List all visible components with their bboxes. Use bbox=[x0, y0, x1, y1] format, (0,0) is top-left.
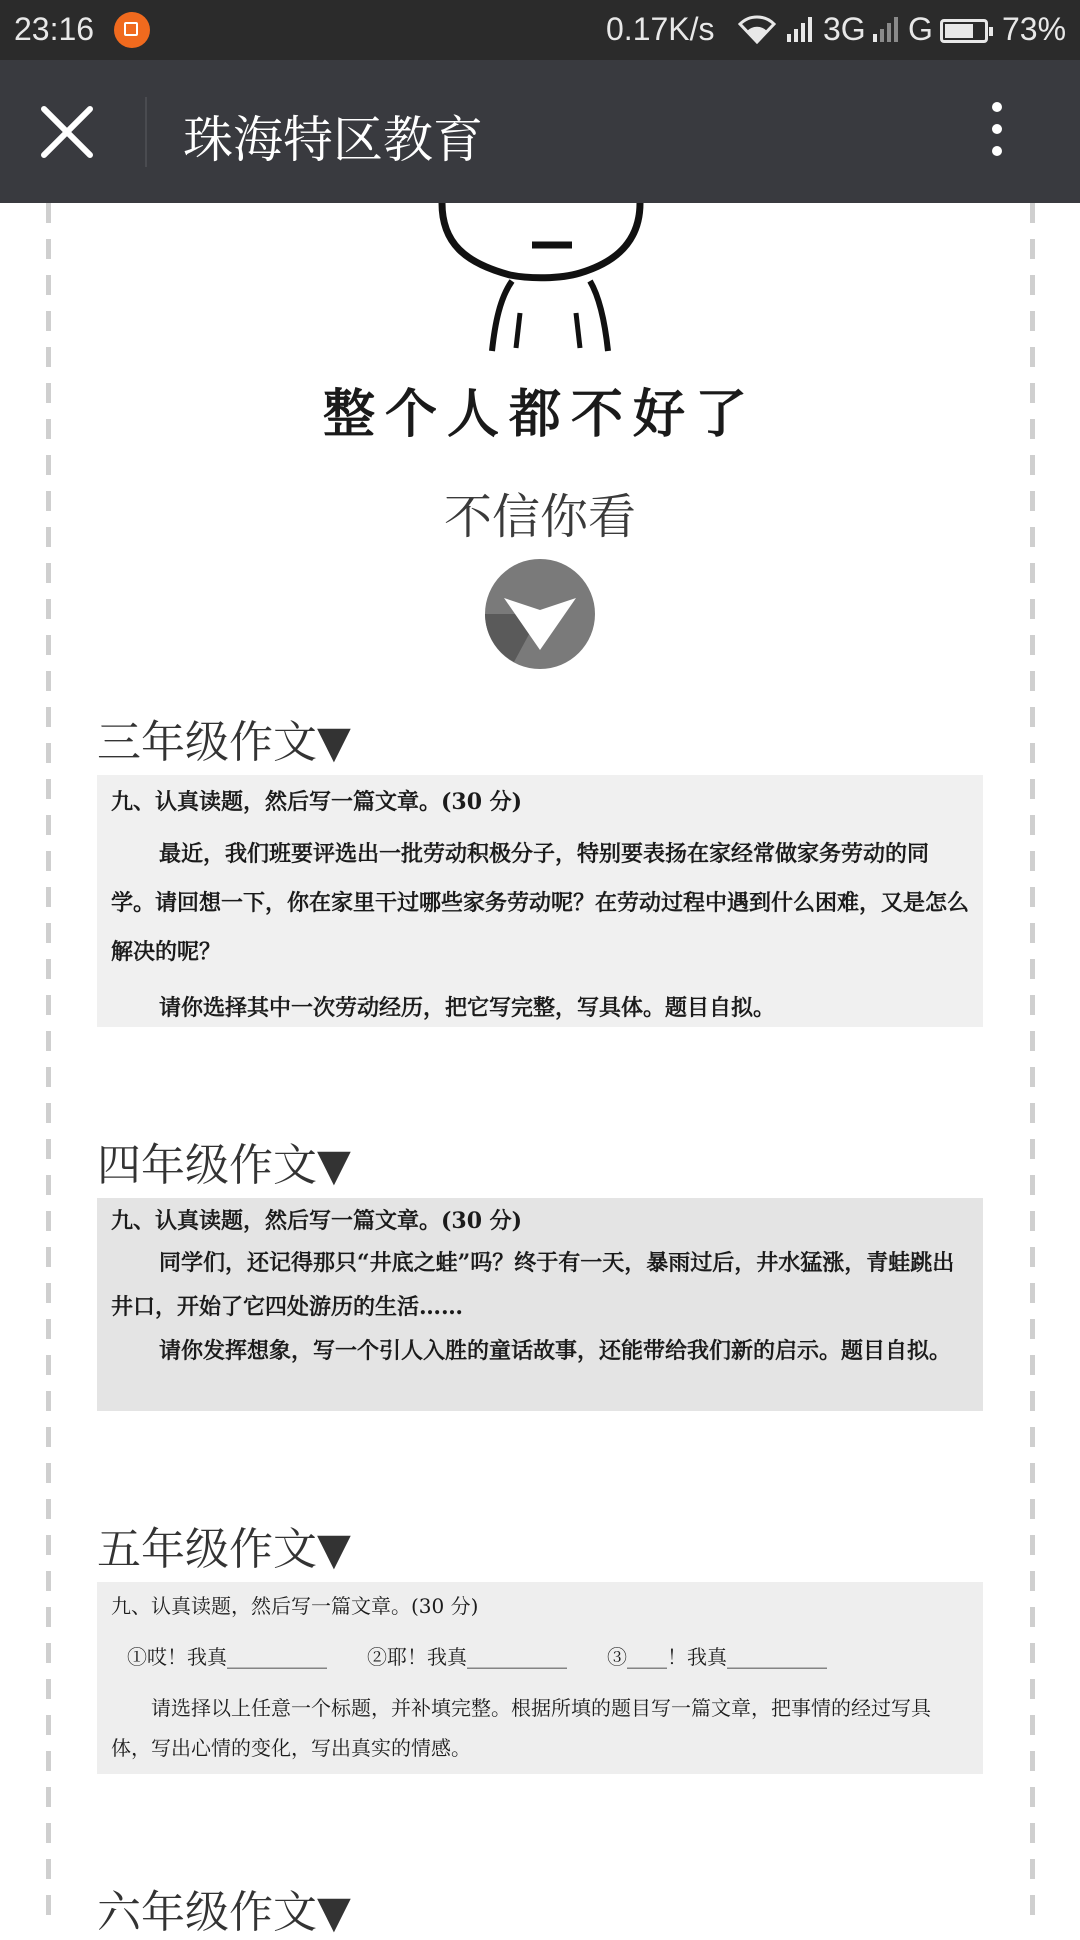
more-vert-icon[interactable] bbox=[980, 102, 1014, 164]
section-title-grade3: 三年级作文▼ bbox=[97, 717, 351, 768]
page-title: 珠海特区教育 bbox=[183, 111, 483, 169]
essay-image-grade4 bbox=[97, 1198, 983, 1411]
app-bar-divider bbox=[145, 97, 147, 167]
essay-question: 九、认真读题，然后写一篇文章。(30 分) bbox=[111, 789, 523, 815]
network-type-2: G bbox=[908, 11, 933, 47]
wifi-icon bbox=[738, 14, 776, 44]
section-title-grade4: 四年级作文▼ bbox=[97, 1140, 351, 1191]
essay-question: 九、认真读题，然后写一篇文章。(30 分) bbox=[111, 1208, 523, 1234]
essay-instruction: 请你发挥想象，写一个引人入胜的童话故事，还能带给我们新的启示。题目自拟。 bbox=[159, 1338, 952, 1364]
essay-title-options: ①哎！我真__________ ②耶！我真__________ ③____！我真__________ bbox=[127, 1645, 827, 1669]
cartoon-face-image bbox=[420, 203, 660, 363]
essay-image-grade3 bbox=[97, 775, 983, 1027]
close-icon[interactable] bbox=[40, 105, 94, 159]
essay-body: 同学们，还记得那只“井底之蛙”吗？终于有一天，暴雨过后，井水猛涨，青蛙跳出井口，开始了它四处游历的生活…… bbox=[111, 1250, 955, 1320]
lead-text: 不信你看 bbox=[443, 489, 636, 545]
status-net-speed: 0.17K/s bbox=[606, 11, 715, 47]
essay-body: 最近，我们班要评选出一批劳动积极分子，特别要表扬在家经常做家务劳动的同学。请回想一下，你在家里干过哪些家务劳动呢？在劳动过程中遇到什么困难，又是怎么解决的呢？ bbox=[111, 841, 970, 965]
notification-app-icon bbox=[114, 12, 150, 48]
section-title-grade6: 六年级作文▼ bbox=[97, 1887, 351, 1938]
signal-icon bbox=[786, 16, 814, 42]
status-bar bbox=[0, 0, 1080, 60]
essay-instruction: 请你选择其中一次劳动经历，把它写完整，写具体。题目自拟。 bbox=[159, 995, 776, 1021]
meme-caption: 整个人都不好了 bbox=[322, 384, 757, 445]
app-bar bbox=[0, 60, 1080, 203]
section-title-grade5: 五年级作文▼ bbox=[97, 1524, 351, 1575]
dashed-border-left bbox=[46, 203, 51, 1920]
essay-instruction: 请选择以上任意一个标题，并补填完整。根据所填的题目写一篇文章，把事情的经过写具体，写出心情的变化，写出真实的情感。 bbox=[111, 1696, 931, 1760]
dashed-border-right bbox=[1030, 203, 1035, 1920]
network-type-1: 3G bbox=[823, 11, 866, 47]
status-time: 23:16 bbox=[14, 11, 95, 47]
signal-icon-2 bbox=[872, 16, 900, 42]
arrow-down-icon bbox=[484, 558, 596, 670]
battery-percent: 73% bbox=[1002, 11, 1067, 47]
essay-question: 九、认真读题，然后写一篇文章。(30 分) bbox=[111, 1594, 479, 1618]
battery-icon bbox=[940, 19, 988, 43]
essay-image-grade5 bbox=[97, 1582, 983, 1774]
battery-level-fill bbox=[945, 24, 973, 38]
